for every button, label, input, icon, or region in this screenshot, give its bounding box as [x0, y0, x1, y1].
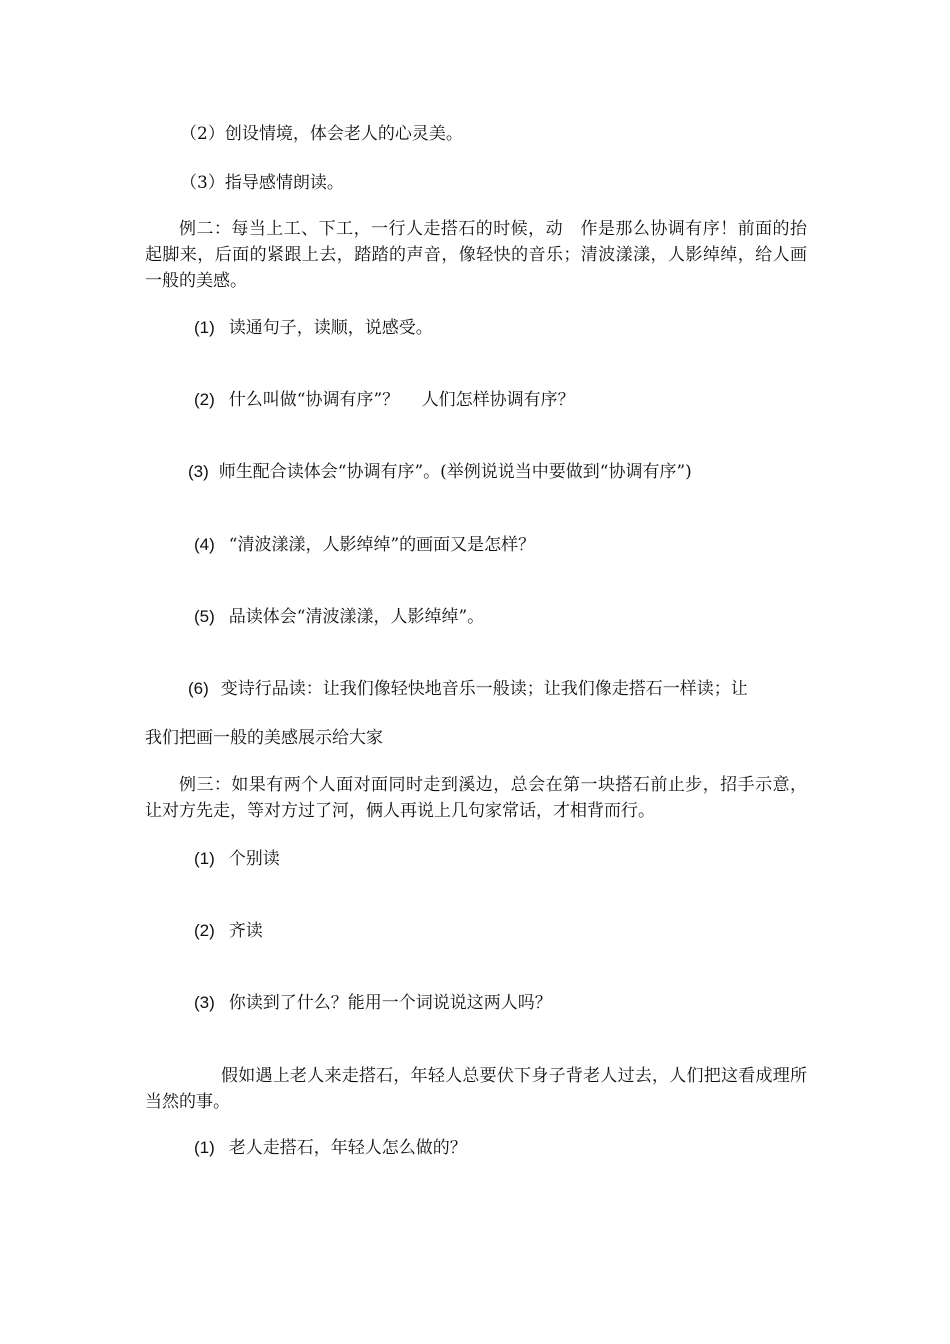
step-text: 老人走搭石，年轻人怎么做的？ — [228, 1138, 467, 1158]
step-text: 你读到了什么？能用一个词说说这两人吗？ — [228, 993, 552, 1013]
step-text: 什么叫做“协调有序”？ 人们怎样协调有序？ — [228, 390, 575, 410]
step-text: 师生配合读体会“协调有序”。(举例说说当中要做到“协调有序”) — [218, 462, 692, 482]
example-2-step-6 — [188, 676, 748, 702]
step-text: 个别读 — [228, 849, 280, 869]
example-2-step-1 — [194, 315, 433, 341]
example-3-step-2 — [194, 918, 263, 944]
step-number: (1) — [194, 318, 215, 337]
example-2-step-4 — [194, 532, 535, 558]
elderly-paragraph: 假如遇上老人来走搭石，年轻人总要伏下身子背老人过去，人们把这看成理所当然的事。 — [145, 1066, 807, 1112]
example-3-step-3 — [194, 990, 552, 1016]
step-number: (1) — [194, 1138, 215, 1157]
step-number: (2) — [194, 921, 215, 940]
example-3-step-1 — [194, 846, 280, 872]
elderly-step-1 — [194, 1135, 467, 1161]
item-3-guide-reading: （3）指导感情朗读。 — [180, 173, 344, 193]
step-number: (2) — [194, 390, 215, 409]
example-3-paragraph: 例三：如果有两个人面对面同时走到溪边，总会在第一块搭石前止步，招手示意，让对方先走，等对方过了河，俩人再说上几句家常话，才相背而行。 — [145, 775, 807, 821]
step-number: (5) — [194, 607, 215, 626]
step-number: (4) — [194, 535, 215, 554]
example-2-step-6-continued: 我们把画一般的美感展示给大家 — [145, 728, 383, 748]
step-text: 品读体会“清波漾漾，人影绰绰”。 — [228, 607, 485, 627]
example-2-paragraph: 例二：每当上工、下工，一行人走搭石的时候，动 作是那么协调有序！前面的抬起脚来，后面的紧跟上去，踏踏的声音，像轻快的音乐；清波漾漾，人影绰绰，给人画一般的美感。 — [145, 219, 807, 291]
step-number: (3) — [188, 462, 209, 481]
step-number: (1) — [194, 849, 215, 868]
item-2-create-situation: （2）创设情境，体会老人的心灵美。 — [180, 124, 463, 144]
step-text: 齐读 — [228, 921, 263, 941]
example-2-step-2 — [194, 387, 575, 413]
step-number: (6) — [188, 679, 209, 698]
step-text: 读通句子，读顺，说感受。 — [228, 318, 433, 338]
step-number: (3) — [194, 993, 215, 1012]
step-text: 变诗行品读：让我们像轻快地音乐一般读；让我们像走搭石一样读；让 — [220, 679, 748, 699]
example-2-step-3 — [188, 459, 692, 485]
step-text: “清波漾漾，人影绰绰”的画面又是怎样？ — [228, 535, 536, 555]
example-2-step-5 — [194, 604, 484, 630]
